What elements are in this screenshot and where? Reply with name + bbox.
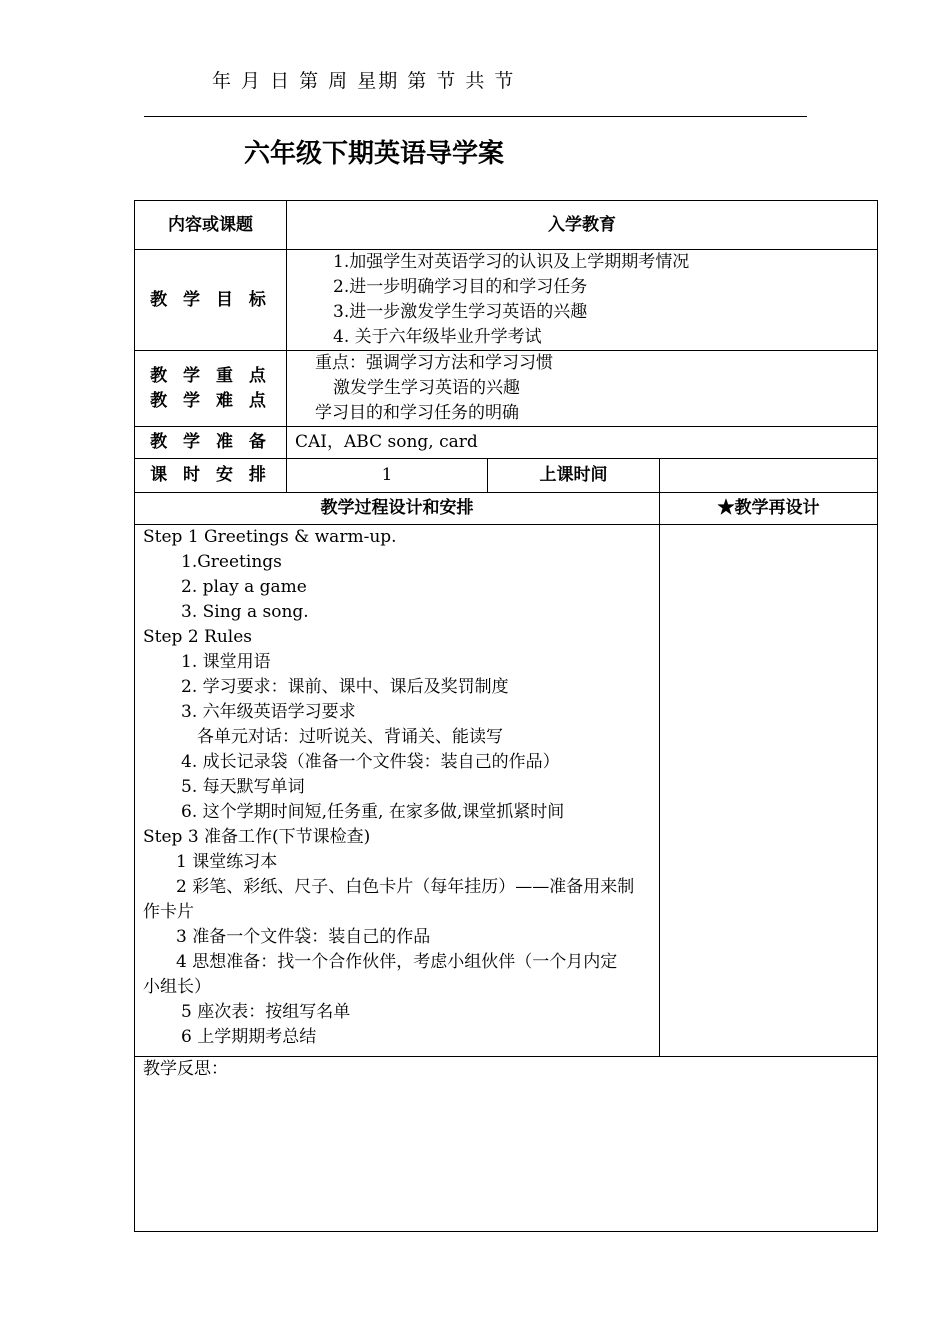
goals-cell [287, 250, 878, 351]
prep-label: 教 学 准 备 [135, 427, 287, 459]
process-line: 5. 每天默写单词 [181, 777, 305, 797]
process-header: 教学过程设计和安排 [135, 493, 660, 525]
process-line: 1. 课堂用语 [181, 652, 271, 672]
redesign-cell [660, 525, 878, 1057]
process-line: 3 准备一个文件袋：装自己的作品 [176, 927, 431, 947]
topic-row [135, 201, 878, 250]
focus-label-difficult: 教 学 难 点 [150, 390, 271, 411]
hours-row [135, 459, 878, 493]
page-title: 六年级下期英语导学案 [244, 139, 505, 169]
redesign-header: ★教学再设计 [660, 493, 878, 525]
process-line: 2. 学习要求：课前、课中、课后及奖罚制度 [181, 677, 509, 697]
focus-line: 学习目的和学习任务的明确 [315, 403, 519, 423]
process-line: 2. play a game [181, 577, 307, 597]
date-line: 年 月 日 第 周 星期 第 节 共 节 [212, 70, 516, 92]
focus-label-key: 教 学 重 点 [150, 365, 271, 386]
goals-label: 教 学 目 标 [135, 250, 287, 351]
process-line: 2 彩笔、彩纸、尺子、白色卡片（每年挂历）——准备用来制 [176, 877, 635, 897]
process-line: 3. Sing a song. [181, 602, 309, 622]
process-line: 1 课堂练习本 [176, 852, 278, 872]
process-line: 1.Greetings [181, 552, 282, 572]
process-line: 6 上学期期考总结 [181, 1027, 317, 1047]
process-cell [135, 525, 660, 1057]
reflection-label: 教学反思： [143, 1059, 228, 1079]
goal-line: 3.进一步激发学生学习英语的兴趣 [333, 302, 588, 322]
process-line: 各单元对话：过听说关、背诵关、能读写 [197, 727, 503, 747]
reflection-cell [135, 1057, 878, 1232]
process-line: Step 1 Greetings & warm-up. [143, 527, 397, 547]
focus-line: 重点：强调学习方法和学习习惯 [315, 353, 553, 373]
process-line: 5 座次表：按组写名单 [181, 1002, 351, 1022]
process-line: 4. 成长记录袋（准备一个文件袋：装自己的作品） [181, 752, 560, 772]
process-row [135, 525, 878, 1057]
process-line: 作卡片 [143, 902, 194, 922]
class-time-label: 上课时间 [488, 459, 660, 493]
process-line: 3. 六年级英语学习要求 [181, 702, 356, 722]
process-line: 4 思想准备：找一个合作伙伴，考虑小组伙伴（一个月内定 [176, 952, 618, 972]
process-line: 6. 这个学期时间短,任务重, 在家多做,课堂抓紧时间 [181, 802, 565, 822]
process-line: Step 2 Rules [143, 627, 253, 647]
prep-row [135, 427, 878, 459]
reflection-row [135, 1057, 878, 1232]
hours-label: 课 时 安 排 [135, 459, 287, 493]
process-line: 小组长） [143, 977, 211, 997]
header-divider [144, 116, 807, 117]
class-time-value [660, 459, 878, 493]
topic-label: 内容或课题 [135, 201, 287, 250]
goals-row [135, 250, 878, 351]
lesson-plan-table [134, 200, 878, 1232]
focus-row [135, 351, 878, 427]
goal-line: 4. 关于六年级毕业升学考试 [333, 327, 542, 347]
hours-value: 1 [287, 459, 488, 493]
goal-line: 1.加强学生对英语学习的认识及上学期期考情况 [333, 252, 690, 272]
process-header-row [135, 493, 878, 525]
topic-value: 入学教育 [287, 201, 878, 250]
prep-value: CAI，ABC song, card [287, 427, 878, 459]
goal-line: 2.进一步明确学习目的和学习任务 [333, 277, 588, 297]
focus-label-cell [135, 351, 287, 427]
process-line: Step 3 准备工作(下节课检查) [143, 827, 371, 847]
focus-line: 激发学生学习英语的兴趣 [333, 378, 520, 398]
focus-cell [287, 351, 878, 427]
